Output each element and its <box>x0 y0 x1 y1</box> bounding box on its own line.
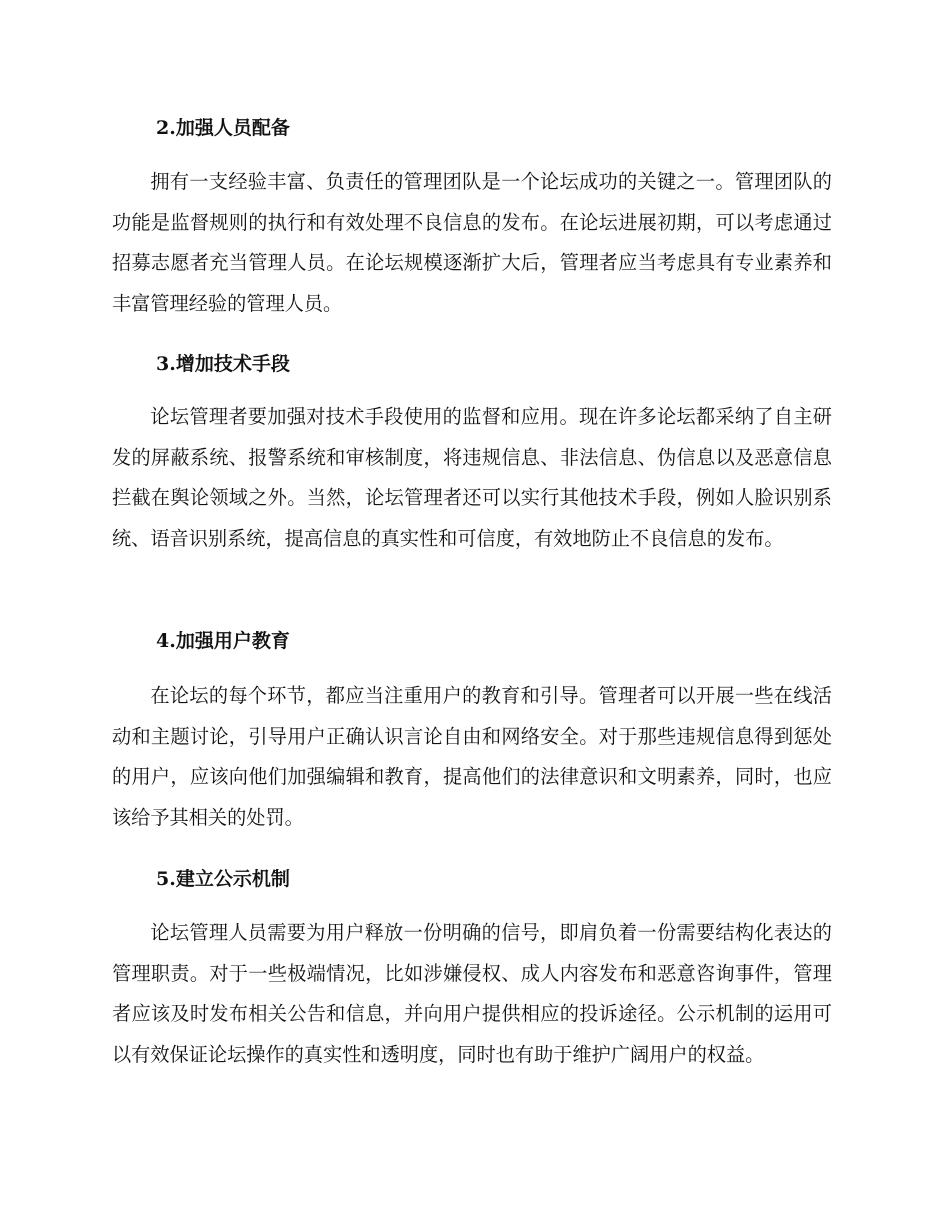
section-paragraph-user-education: 在论坛的每个环节，都应当注重用户的教育和引导。管理者可以开展一些在线活动和主题讨论，引导用户正确认识言论自由和网络安全。对于那些违规信息得到惩处的用户，应该向他们加强编辑和教育，提高他们的法律意识和文明素养，同时，也应该给予其相关的处罚。 <box>112 684 832 829</box>
section-paragraph-staffing: 拥有一支经验丰富、负责任的管理团队是一个论坛成功的关键之一。管理团队的功能是监督规则的执行和有效处理不良信息的发布。在论坛进展初期，可以考虑通过招募志愿者充当管理人员。在论坛规模逐渐扩大后，管理者应当考虑具有专业素养和丰富管理经验的管理人员。 <box>112 170 832 315</box>
section-heading-user-education: 4.加强用户教育 <box>156 630 290 652</box>
section-paragraph-technology: 论坛管理者要加强对技术手段使用的监督和应用。现在许多论坛都采纳了自主研发的屏蔽系统、报警系统和审核制度，将违规信息、非法信息、伪信息以及恶意信息拦截在舆论领域之外。当然，论坛管理者还可以实行其他技术手段，例如人脸识别系统、语音识别系统，提高信息的真实性和可信度，有效地防止不良信息的发布。 <box>112 405 832 550</box>
section-heading-disclosure: 5.建立公示机制 <box>156 868 290 890</box>
section-heading-technology: 3.增加技术手段 <box>156 353 290 375</box>
section-heading-staffing: 2.加强人员配备 <box>156 117 290 139</box>
section-paragraph-disclosure: 论坛管理人员需要为用户释放一份明确的信号，即肩负着一份需要结构化表达的管理职责。对于一些极端情况，比如涉嫌侵权、成人内容发布和恶意咨询事件，管理者应该及时发布相关公告和信息，并向用户提供相应的投诉途径。公示机制的运用可以有效保证论坛操作的真实性和透明度，同时也有助于维护广阔用户的权益。 <box>112 921 832 1066</box>
